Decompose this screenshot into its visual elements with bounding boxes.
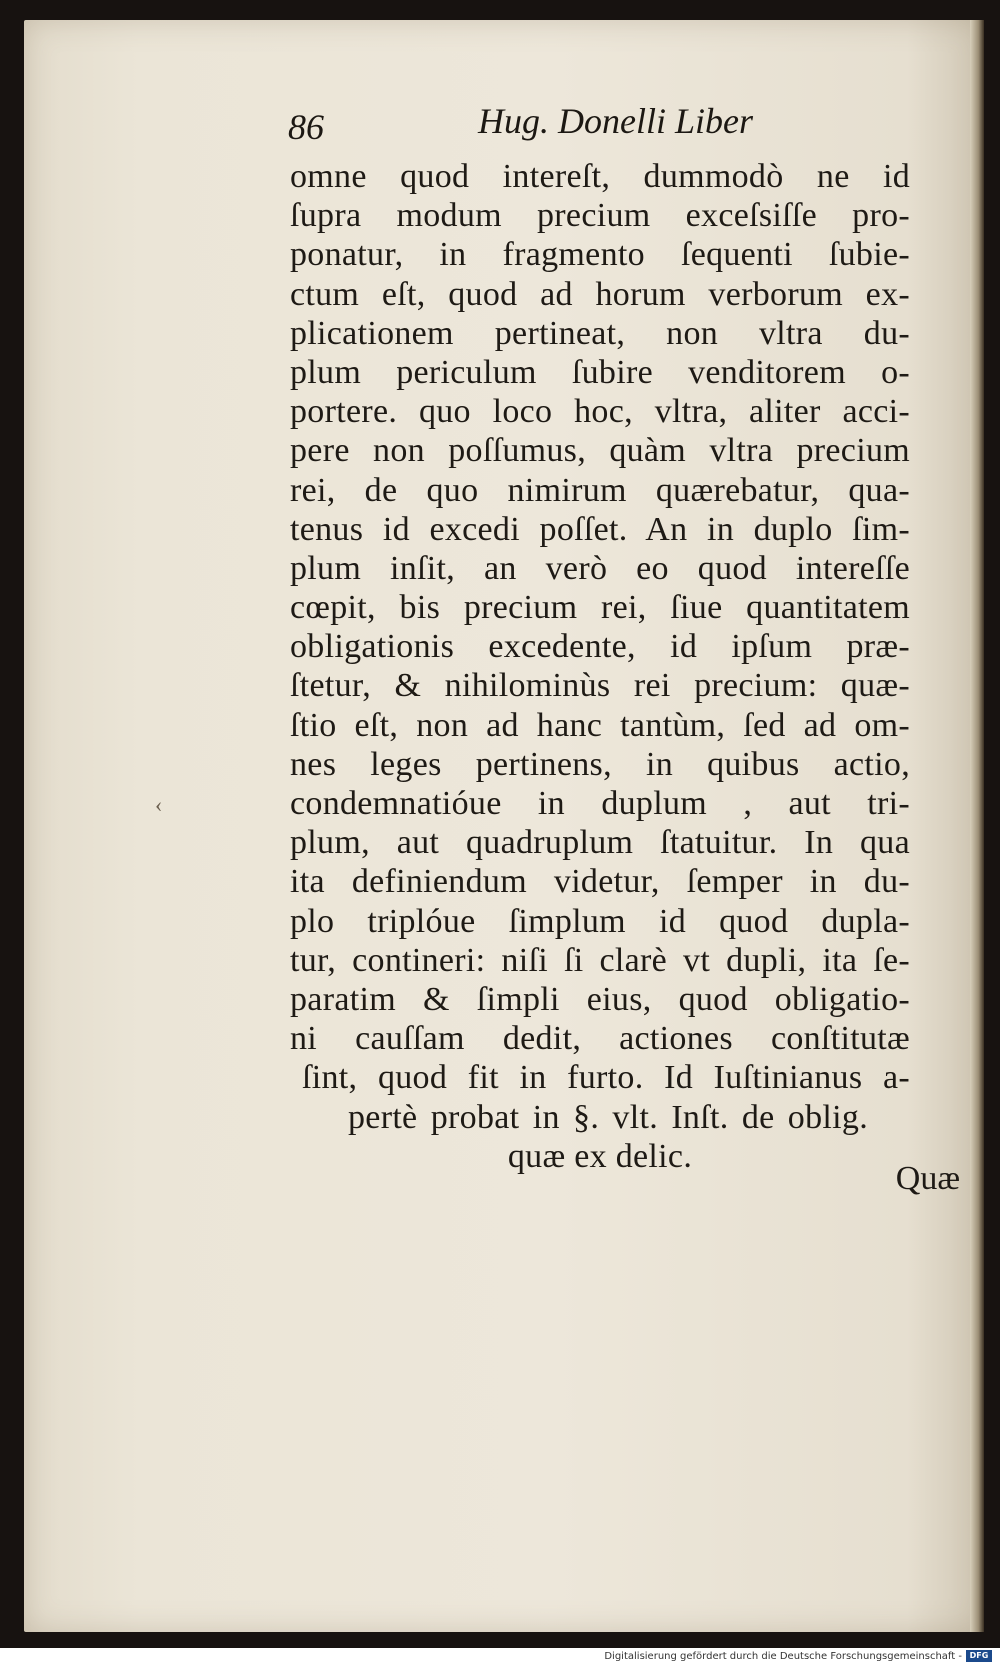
- text-line: ſupra modum precium exceſsiſſe pro-: [290, 197, 910, 235]
- margin-mark: ‹: [155, 792, 163, 817]
- text-line: paratim & ſimpli eius, quod obligatio-: [290, 980, 910, 1018]
- text-line: ponatur, in fragmento ſequenti ſubie-: [290, 236, 910, 274]
- text-line: rei, de quo nimirum quærebatur, qua-: [290, 471, 910, 509]
- text-line: ſint, quod fit in furto. Id Iuſtinianus a-: [302, 1059, 910, 1097]
- text-line: plo triplóue ſimplum id quod dupla-: [290, 902, 910, 940]
- text-line: nes leges pertinens, in quibus actio,: [290, 745, 910, 783]
- text-line: tur, contineri: niſi ſi clarè vt dupli, ita ſe-: [290, 941, 910, 979]
- catchword: Quæ: [895, 1160, 960, 1197]
- text-line: obligationis excedente, id ipſum præ-: [290, 628, 910, 666]
- text-line: cœpit, bis precium rei, ſiue quantitatem: [290, 589, 910, 627]
- text-line: ctum eſt, quod ad horum verborum ex-: [290, 275, 910, 313]
- text-line: plum, aut quadruplum ſtatuitur. In qua: [290, 824, 910, 862]
- text-line: tenus id excedi poſſet. An in duplo ſim-: [290, 510, 910, 548]
- text-line: plicationem pertineat, non vltra du-: [290, 314, 910, 352]
- page-number: 86: [288, 107, 324, 147]
- text-line: plum inſit, an verò eo quod intereſſe: [290, 549, 910, 587]
- running-head: [288, 100, 928, 160]
- text-line: ſtio eſt, non ad hanc tantùm, ſed ad om-: [290, 706, 910, 744]
- text-line: pere non poſſumus, quàm vltra precium: [290, 432, 910, 470]
- dfg-logo: DFG: [966, 1650, 992, 1662]
- text-line-final: quæ ex delic.: [507, 1137, 693, 1175]
- text-line: condemnatióue in duplum , aut tri-: [290, 785, 910, 822]
- text-line: omne quod intereſt, dummodò ne id: [290, 158, 910, 195]
- footer-credit: Digitalisierung gefördert durch die Deutsche Forschungsgemeinschaft -: [604, 1651, 962, 1662]
- running-title: Hug. Donelli Liber: [478, 101, 753, 141]
- text-line: plum periculum ſubire venditorem o-: [290, 353, 910, 391]
- body-text: [290, 157, 910, 1176]
- text-line: ni cauſſam dedit, actiones conſtitutæ: [290, 1020, 910, 1058]
- text-line: ſtetur, & nihilominùs rei precium: quæ-: [290, 667, 910, 705]
- page-edge: [970, 20, 984, 1632]
- text-line: ita definiendum videtur, ſemper in du-: [290, 863, 910, 901]
- text-line: pertè probat in §. vlt. Inſt. de oblig.: [348, 1098, 868, 1136]
- text-line: portere. quo loco hoc, vltra, aliter acci-: [290, 393, 910, 431]
